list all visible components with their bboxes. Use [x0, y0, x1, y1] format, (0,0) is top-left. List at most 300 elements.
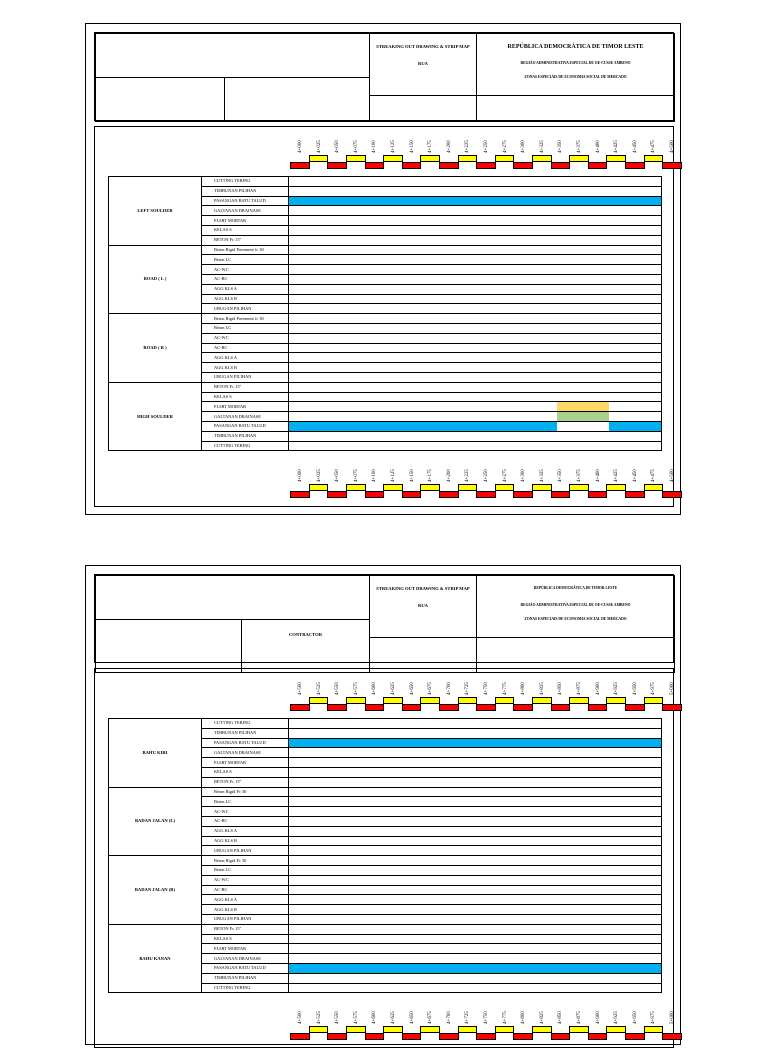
progress-cell: [289, 973, 662, 983]
progress-cell: [289, 196, 662, 206]
progress-fill: [557, 402, 609, 411]
table-row: [109, 719, 662, 729]
chainage-marker-yellow: [606, 1026, 626, 1033]
chainage-label: 4+875: [577, 682, 582, 695]
chainage-label: 4+975: [651, 682, 657, 695]
work-item-label: BETON Fc 15": [202, 235, 289, 245]
chainage-marker-yellow: [644, 1026, 664, 1033]
progress-cell: [289, 807, 662, 817]
sheet-2-org3: ZONAS ESPECIAIS DE ECONOMIA SOCIAL DE MERCADO: [524, 617, 627, 621]
chainage-label: 4+225: [465, 140, 471, 153]
chainage-label: 4+725: [465, 682, 471, 695]
chainage-label: 4+100: [372, 140, 378, 153]
chainage-marker-red: [439, 704, 459, 711]
progress-cell: [289, 216, 662, 226]
work-item-label: Beton LC: [202, 797, 289, 807]
chainage-label: 4+900: [595, 1011, 601, 1024]
progress-cell: [289, 225, 662, 235]
table-row: [109, 245, 662, 255]
chainage-label: 4+150: [409, 469, 415, 482]
progress-cell: [289, 304, 662, 314]
progress-cell: [289, 797, 662, 807]
work-item-label: AC-WC: [202, 807, 289, 817]
work-item-label: CUTTING TEBING: [202, 177, 289, 187]
chainage-label: 4+750: [484, 682, 489, 695]
work-item-label: AGG KLS A: [202, 826, 289, 836]
work-item-label: AC-WC: [202, 265, 289, 275]
chainage-label: 4+550: [335, 1011, 341, 1024]
work-item-label: TIMBUNAN PILIHAN: [202, 973, 289, 983]
progress-cell: [289, 914, 662, 924]
chainage-label: 4+075: [353, 469, 359, 482]
group-label: ROAD ( L ): [109, 245, 202, 314]
chainage-marker-red: [290, 162, 310, 169]
sheet-1-chainage-bottom: [95, 460, 675, 520]
chainage-marker-yellow: [420, 484, 440, 491]
chainage-label: 4+200: [446, 140, 452, 153]
chainage-marker-red: [402, 704, 422, 711]
progress-cell: [289, 777, 662, 787]
chainage-marker-yellow: [644, 484, 664, 491]
chainage-marker-yellow: [420, 1026, 440, 1033]
progress-cell: [289, 245, 662, 255]
chainage-label: 5+000: [670, 682, 675, 695]
progress-cell: [289, 235, 662, 245]
work-item-label: TIMBUNAN PILIHAN: [202, 431, 289, 441]
work-item-label: KELAS S: [202, 767, 289, 777]
progress-cell: [289, 186, 662, 196]
chainage-label: 4+475: [651, 140, 657, 153]
chainage-label: 4+700: [446, 1011, 452, 1024]
work-item-label: KELAS S: [202, 225, 289, 235]
work-item-label: KELAS S: [202, 392, 289, 402]
sheet-1-subtitle: RUA: [418, 61, 428, 66]
chainage-marker-yellow: [346, 484, 366, 491]
work-item-label: URUGAN PILIHAN: [202, 914, 289, 924]
chainage-label: 4+350: [558, 469, 564, 482]
chainage-marker-yellow: [532, 697, 552, 704]
progress-cell: [289, 343, 662, 353]
chainage-label: 4+175: [428, 140, 434, 153]
chainage-marker-red: [365, 1033, 385, 1040]
work-item-label: AC-BC: [202, 885, 289, 895]
progress-cell: [289, 905, 662, 915]
sheet-2-subtitle: RUA: [418, 603, 428, 608]
work-item-label: URUGAN PILIHAN: [202, 304, 289, 314]
chainage-marker-yellow: [644, 155, 664, 162]
chainage-label: 4+025: [316, 140, 322, 153]
chainage-marker-red: [513, 162, 533, 169]
chainage-marker-yellow: [346, 697, 366, 704]
chainage-marker-yellow: [458, 1026, 478, 1033]
progress-cell: [289, 954, 662, 964]
chainage-label: 4+550: [335, 682, 341, 695]
chainage-label: 4+275: [502, 140, 508, 153]
progress-cell: [289, 865, 662, 875]
chainage-marker-red: [662, 491, 682, 498]
progress-cell: [289, 875, 662, 885]
progress-fill: [289, 422, 557, 431]
chainage-label: 4+850: [558, 682, 564, 695]
chainage-marker-yellow: [420, 697, 440, 704]
group-label: HIGH SOULDER: [109, 382, 202, 451]
chainage-marker-red: [476, 162, 496, 169]
chainage-marker-red: [439, 1033, 459, 1040]
chainage-marker-red: [365, 162, 385, 169]
work-item-label: AGG KLS A: [202, 895, 289, 905]
chainage-marker-red: [551, 704, 571, 711]
chainage-label: 4+650: [409, 682, 415, 695]
chainage-label: 4+400: [595, 140, 601, 153]
chainage-label: 4+250: [484, 140, 489, 153]
chainage-label: 4+775: [502, 1011, 508, 1024]
chainage-marker-red: [402, 1033, 422, 1040]
chainage-label: 4+650: [409, 1011, 415, 1024]
strip-map-sheet-2: [85, 565, 681, 1045]
chainage-label: 4+150: [409, 140, 415, 153]
chainage-marker-yellow: [420, 155, 440, 162]
chainage-label: 4+875: [577, 1011, 582, 1024]
chainage-label: 4+675: [428, 1011, 434, 1024]
chainage-label: 4+000: [298, 140, 303, 153]
chainage-marker-red: [662, 1033, 682, 1040]
chainage-marker-yellow: [569, 1026, 589, 1033]
sheet-2-title: STREAKING OUT DRAWING & STRIP MAP: [376, 586, 470, 591]
chainage-marker-red: [365, 491, 385, 498]
progress-cell: [289, 323, 662, 333]
work-item-label: Beton Rigid Fc 30: [202, 787, 289, 797]
chainage-marker-yellow: [569, 484, 589, 491]
chainage-label: 4+600: [372, 1011, 378, 1024]
chainage-marker-red: [290, 1033, 310, 1040]
work-item-label: AC-WC: [202, 875, 289, 885]
progress-cell: [289, 934, 662, 944]
chainage-marker-yellow: [569, 697, 589, 704]
chainage-label: 4+900: [595, 682, 601, 695]
chainage-label: 4+950: [632, 682, 638, 695]
progress-cell: [289, 963, 662, 973]
progress-cell: [289, 402, 662, 412]
work-item-label: CUTTING TEBING: [202, 441, 289, 451]
table-row: [109, 856, 662, 866]
chainage-label: 4+850: [558, 1011, 564, 1024]
chainage-marker-yellow: [532, 1026, 552, 1033]
chainage-marker-red: [476, 491, 496, 498]
chainage-label: 4+425: [614, 140, 620, 153]
sheet-1-org3: ZONAS ESPECIAIS DE ECONOMIA SOCIAL DE MERCADO: [524, 75, 627, 79]
progress-cell: [289, 353, 662, 363]
chainage-marker-yellow: [606, 155, 626, 162]
chainage-marker-yellow: [346, 155, 366, 162]
chainage-marker-yellow: [309, 155, 329, 162]
sheet-1-header: [94, 32, 674, 121]
sheet-1-strip-table: [108, 176, 662, 451]
chainage-label: 4+325: [539, 140, 545, 153]
chainage-label: 4+125: [391, 140, 396, 153]
work-item-label: GALTANAN DRAINASE: [202, 954, 289, 964]
chainage-marker-red: [588, 491, 608, 498]
progress-cell: [289, 836, 662, 846]
work-item-label: URUGAN PILIHAN: [202, 846, 289, 856]
sheet-1-org2: REGIÃO ADMINISTRATIVA ESPECIAL DE OE-CUSSE AMBENO: [520, 61, 631, 65]
chainage-label: 4+375: [577, 469, 582, 482]
progress-cell: [289, 265, 662, 275]
progress-cell: [289, 816, 662, 826]
progress-cell: [289, 924, 662, 934]
work-item-label: Beton Rigid Pavement fc 30: [202, 314, 289, 324]
chainage-label: 4+050: [335, 140, 341, 153]
chainage-marker-yellow: [383, 1026, 403, 1033]
progress-fill: [557, 412, 609, 421]
chainage-label: 4+325: [539, 469, 545, 482]
table-row: [109, 787, 662, 797]
progress-cell: [289, 826, 662, 836]
chainage-label: 4+625: [391, 682, 396, 695]
progress-cell: [289, 846, 662, 856]
work-item-label: PLSRT MORTAR: [202, 402, 289, 412]
chainage-marker-red: [290, 491, 310, 498]
chainage-marker-yellow: [495, 1026, 515, 1033]
work-item-label: GALTANAN DRAINASE: [202, 206, 289, 216]
progress-cell: [289, 983, 662, 993]
chainage-marker-red: [625, 491, 645, 498]
chainage-marker-yellow: [606, 484, 626, 491]
work-item-label: Beton Rigid Pavement fc 30: [202, 245, 289, 255]
chainage-marker-yellow: [532, 484, 552, 491]
progress-fill: [289, 739, 661, 748]
chainage-label: 4+675: [428, 682, 434, 695]
work-item-label: URUGAN PILIHAN: [202, 372, 289, 382]
group-label: LEFT SOULDER: [109, 177, 202, 246]
chainage-label: 4+525: [316, 1011, 322, 1024]
chainage-marker-red: [662, 704, 682, 711]
chainage-label: 4+000: [298, 469, 303, 482]
progress-fill: [289, 964, 661, 973]
chainage-label: 4+200: [446, 469, 452, 482]
chainage-label: 4+500: [298, 1011, 303, 1024]
chainage-marker-red: [513, 1033, 533, 1040]
progress-cell: [289, 274, 662, 284]
work-item-label: PLSRT MORTAR: [202, 944, 289, 954]
chainage-label: 4+350: [558, 140, 564, 153]
work-item-label: GALTANAN DRAINASE: [202, 412, 289, 422]
work-item-label: AC-BC: [202, 274, 289, 284]
chainage-marker-yellow: [383, 484, 403, 491]
chainage-label: 4+300: [521, 469, 527, 482]
chainage-label: 4+075: [353, 140, 359, 153]
sheet-1-body: [94, 126, 674, 507]
chainage-label: 5+000: [670, 1011, 675, 1024]
progress-cell: [289, 895, 662, 905]
chainage-label: 4+825: [539, 1011, 545, 1024]
progress-cell: [289, 177, 662, 187]
group-label: BADAN JALAN (L): [109, 787, 202, 856]
progress-cell: [289, 728, 662, 738]
progress-cell: [289, 284, 662, 294]
sheet-2-chainage-bottom: [95, 1002, 675, 1062]
work-item-label: PLSRT MORTAR: [202, 216, 289, 226]
chainage-label: 4+775: [502, 682, 508, 695]
chainage-label: 4+950: [632, 1011, 638, 1024]
chainage-marker-red: [551, 1033, 571, 1040]
chainage-marker-red: [588, 704, 608, 711]
chainage-marker-red: [588, 1033, 608, 1040]
group-label: ROAD ( R ): [109, 314, 202, 383]
chainage-marker-yellow: [309, 697, 329, 704]
group-label: BAHU KANAN: [109, 924, 202, 993]
chainage-marker-yellow: [458, 155, 478, 162]
work-item-label: TIMBUNAN PILIHAN: [202, 186, 289, 196]
chainage-marker-red: [476, 704, 496, 711]
chainage-marker-red: [327, 704, 347, 711]
chainage-marker-red: [625, 1033, 645, 1040]
progress-cell: [289, 748, 662, 758]
chainage-marker-yellow: [458, 484, 478, 491]
chainage-marker-yellow: [458, 697, 478, 704]
chainage-marker-yellow: [495, 697, 515, 704]
chainage-marker-yellow: [383, 155, 403, 162]
work-item-label: AGG KLS A: [202, 284, 289, 294]
chainage-label: 4+500: [670, 140, 675, 153]
group-label: BADAN JALAN (R): [109, 856, 202, 925]
sheet-1-title: STREAKING OUT DRAWING & STRIP MAP: [376, 44, 470, 49]
progress-cell: [289, 412, 662, 422]
chainage-label: 4+975: [651, 1011, 657, 1024]
progress-cell: [289, 719, 662, 729]
chainage-marker-yellow: [309, 1026, 329, 1033]
chainage-label: 4+125: [391, 469, 396, 482]
chainage-label: 4+400: [595, 469, 601, 482]
progress-fill: [609, 422, 661, 431]
work-item-label: AC-BC: [202, 816, 289, 826]
chainage-label: 4+450: [632, 140, 638, 153]
chainage-label: 4+725: [465, 1011, 471, 1024]
table-row: [109, 924, 662, 934]
chainage-marker-red: [476, 1033, 496, 1040]
chainage-marker-yellow: [309, 484, 329, 491]
chainage-marker-yellow: [495, 155, 515, 162]
sheet-2-body: [94, 668, 674, 1048]
chainage-marker-red: [513, 491, 533, 498]
work-item-label: GALTANAN DRAINASE: [202, 748, 289, 758]
progress-cell: [289, 363, 662, 373]
work-item-label: BETON Fc 15": [202, 382, 289, 392]
chainage-label: 4+625: [391, 1011, 396, 1024]
progress-fill: [289, 197, 661, 206]
progress-cell: [289, 441, 662, 451]
progress-cell: [289, 856, 662, 866]
chainage-marker-red: [290, 704, 310, 711]
chainage-marker-yellow: [532, 155, 552, 162]
work-item-label: AC-WC: [202, 333, 289, 343]
work-item-label: PASANGAN BATU TALUD: [202, 196, 289, 206]
progress-cell: [289, 382, 662, 392]
chainage-marker-yellow: [644, 697, 664, 704]
work-item-label: PASANGAN BATU TALUD: [202, 421, 289, 431]
chainage-label: 4+800: [521, 682, 527, 695]
chainage-label: 4+600: [372, 682, 378, 695]
chainage-label: 4+275: [502, 469, 508, 482]
chainage-marker-red: [439, 162, 459, 169]
work-item-label: AGG KLS B: [202, 905, 289, 915]
chainage-marker-red: [327, 491, 347, 498]
sheet-1-org: REPÚBLICA DEMOCRÁTICA DE TIMOR LESTE: [507, 44, 644, 50]
work-item-label: AGG KLS B: [202, 836, 289, 846]
chainage-label: 4+925: [614, 682, 620, 695]
progress-cell: [289, 333, 662, 343]
work-item-label: AC-BC: [202, 343, 289, 353]
chainage-marker-yellow: [569, 155, 589, 162]
chainage-marker-yellow: [495, 484, 515, 491]
table-row: [109, 314, 662, 324]
chainage-marker-yellow: [606, 697, 626, 704]
chainage-marker-red: [625, 162, 645, 169]
chainage-label: 4+925: [614, 1011, 620, 1024]
chainage-label: 4+700: [446, 682, 452, 695]
work-item-label: PASANGAN BATU TALUD: [202, 963, 289, 973]
table-row: [109, 177, 662, 187]
sheet-2-org2: REGIÃO ADMINISTRATIVA ESPECIAL DE OE-CUSSE AMBENO: [520, 603, 631, 607]
progress-cell: [289, 372, 662, 382]
work-item-label: Beton LC: [202, 865, 289, 875]
progress-cell: [289, 738, 662, 748]
chainage-marker-red: [327, 1033, 347, 1040]
chainage-label: 4+375: [577, 140, 582, 153]
chainage-label: 4+575: [353, 682, 359, 695]
work-item-label: AGG KLS B: [202, 294, 289, 304]
sheet-2-contractor: CONTRACTOR: [288, 632, 323, 637]
chainage-label: 4+250: [484, 469, 489, 482]
work-item-label: AGG KLS A: [202, 353, 289, 363]
work-item-label: Beton LC: [202, 323, 289, 333]
chainage-marker-red: [551, 491, 571, 498]
progress-cell: [289, 206, 662, 216]
chainage-label: 4+800: [521, 1011, 527, 1024]
progress-cell: [289, 314, 662, 324]
chainage-label: 4+475: [651, 469, 657, 482]
work-item-label: PASANGAN BATU TALUD: [202, 738, 289, 748]
group-label: BAHU KIRI: [109, 719, 202, 788]
work-item-label: CUTTING TEBING: [202, 983, 289, 993]
chainage-label: 4+825: [539, 682, 545, 695]
chainage-marker-red: [513, 704, 533, 711]
chainage-marker-yellow: [346, 1026, 366, 1033]
progress-cell: [289, 787, 662, 797]
progress-cell: [289, 431, 662, 441]
progress-cell: [289, 421, 662, 431]
work-item-label: Beton LC: [202, 255, 289, 265]
chainage-marker-red: [327, 162, 347, 169]
chainage-marker-red: [551, 162, 571, 169]
chainage-label: 4+450: [632, 469, 638, 482]
chainage-label: 4+100: [372, 469, 378, 482]
table-row: [109, 382, 662, 392]
work-item-label: PLSRT MORTAR: [202, 758, 289, 768]
work-item-label: AGG KLS B: [202, 363, 289, 373]
chainage-marker-red: [588, 162, 608, 169]
chainage-marker-red: [662, 162, 682, 169]
sheet-2-strip-table: [108, 718, 662, 993]
progress-cell: [289, 944, 662, 954]
work-item-label: CUTTING TEBING: [202, 719, 289, 729]
chainage-label: 4+050: [335, 469, 341, 482]
chainage-label: 4+175: [428, 469, 434, 482]
chainage-marker-red: [365, 704, 385, 711]
work-item-label: BETON Fc 15": [202, 777, 289, 787]
progress-cell: [289, 767, 662, 777]
chainage-label: 4+225: [465, 469, 471, 482]
chainage-marker-yellow: [383, 697, 403, 704]
